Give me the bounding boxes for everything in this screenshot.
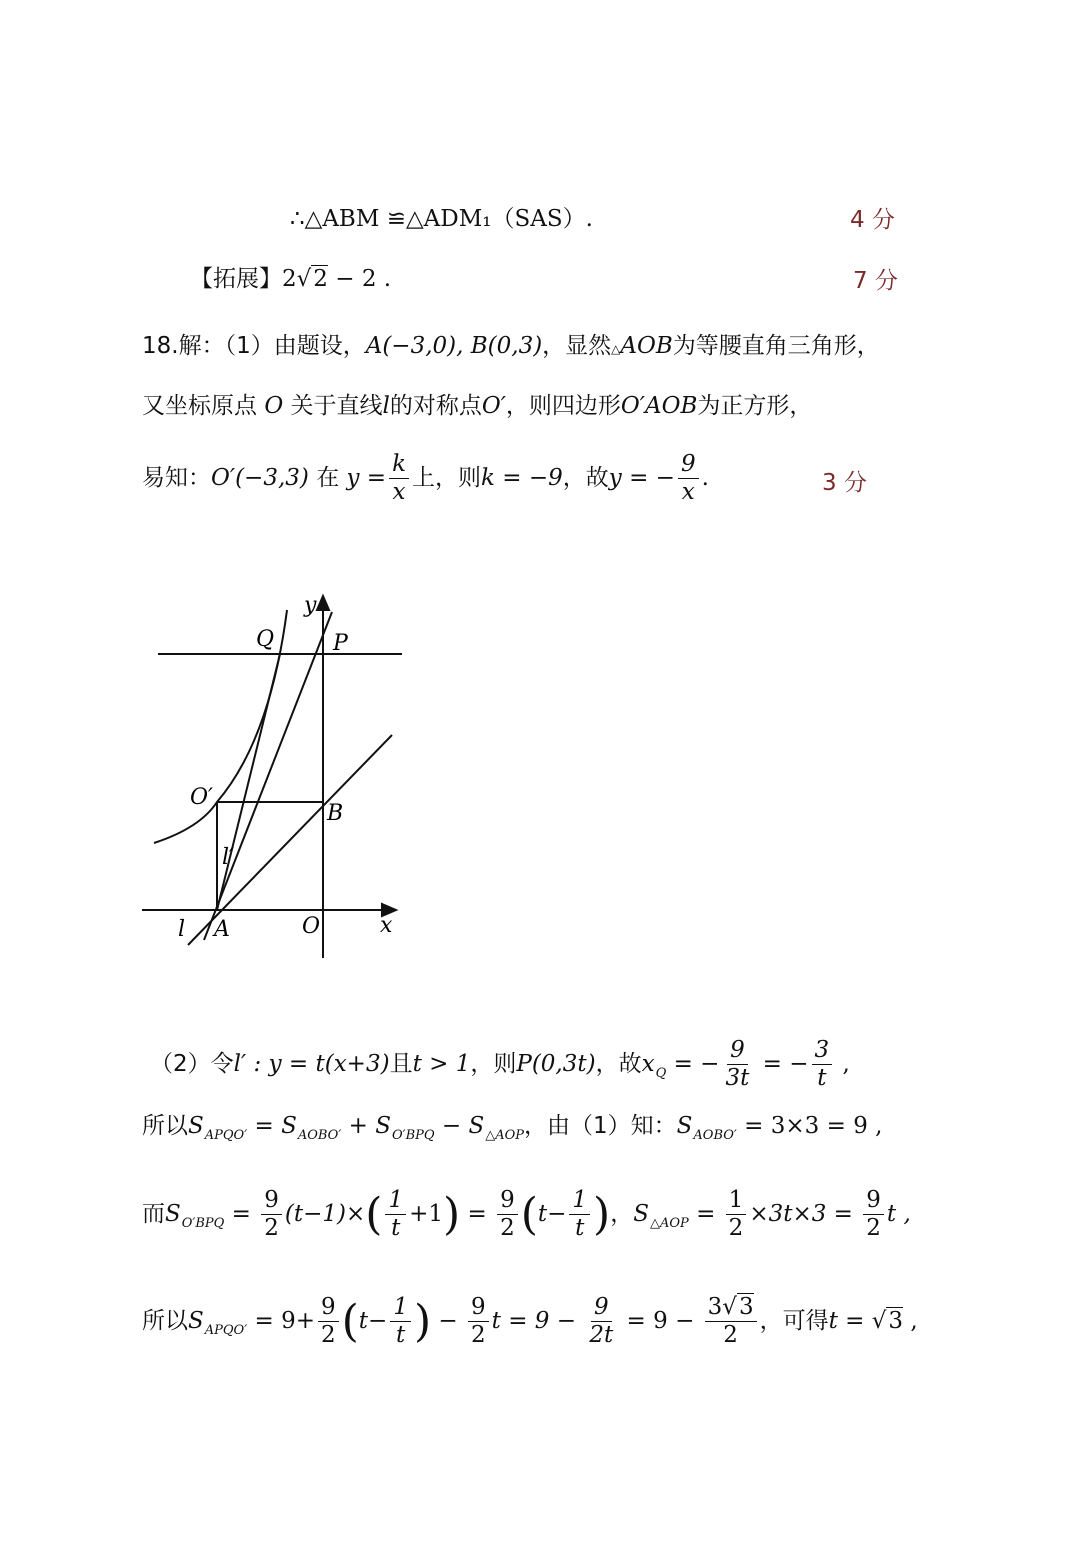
score-4: 4 分 (850, 207, 895, 233)
label-O: O (302, 914, 321, 939)
label-y: y (304, 593, 317, 618)
label-l: l (178, 917, 186, 942)
part2-line3: 而$S_{O'BPQ}$ = $\frac{9}{2}$ (t−1)×( $\frac{1}{t}$ +1) = $\frac{9}{2}$ (t− $\frac{1}{t}$ )，$S_{\triangle AOP}$ = $\frac{1}{2}$ ×3t×3 = $\frac{9}{2}$ t , (142, 1187, 911, 1242)
line-l-prime (204, 612, 332, 940)
y-axis-arrow (317, 596, 329, 610)
part2-line4: 所以$S_{APQO'} = 9+$ $\frac{9}{2}$ (t− $\frac{1}{t}$ ) − $\frac{9}{2}$ t = 9 − $\frac{9}{2t}$ = 9 − $\frac{3√3}{2}$ ，可得t = √3 , (142, 1294, 918, 1349)
coordinate-figure (130, 590, 430, 970)
score-7: 7 分 (853, 268, 898, 294)
label-P: P (333, 631, 348, 656)
congruence-statement: ∴△ABM ≌△ADM₁（SAS）. (290, 206, 593, 232)
extension-line: 【拓展】2√2 − 2 . (190, 266, 392, 292)
extension-label: 【拓展】 (190, 266, 282, 292)
problem18-line1: 18.解：（1）由题设，A(−3,0), B(0,3)，显然△AOB为等腰直角三角形， (142, 333, 880, 359)
part2-line2: 所以$S_{APQO'} = S_{AOBO'} + S_{O'BPQ} - S_{\triangle AOP}$，由（1）知：$S_{AOBO'} = 3\times 3 = 9$ , (142, 1113, 883, 1143)
label-B: B (327, 801, 344, 826)
part2-line1: （2）令l′ : y = t(x+3)且t > 1，则P(0,3t)，故$x_Q$ = − $\frac{9}{3t}$ = − $\frac{3}{t}$ , (150, 1037, 850, 1092)
problem18-line2: 又坐标原点 O 关于直线l的对称点O′，则四边形O′AOB为正方形， (142, 393, 813, 419)
label-Q: Q (256, 627, 275, 652)
label-A: A (214, 917, 230, 942)
label-x: x (380, 913, 393, 938)
line-l (188, 735, 392, 945)
conclusion-line (290, 208, 593, 231)
score-3: 3 分 (822, 470, 867, 496)
label-O-prime: O′ (190, 785, 214, 810)
label-l-prime: l′ (222, 845, 235, 870)
problem18-line3: 易知：O′(−3,3) 在 y = $\frac{k}{x}$ 上，则k = −9，故y = − $\frac{9}{x}$ . (142, 451, 709, 506)
